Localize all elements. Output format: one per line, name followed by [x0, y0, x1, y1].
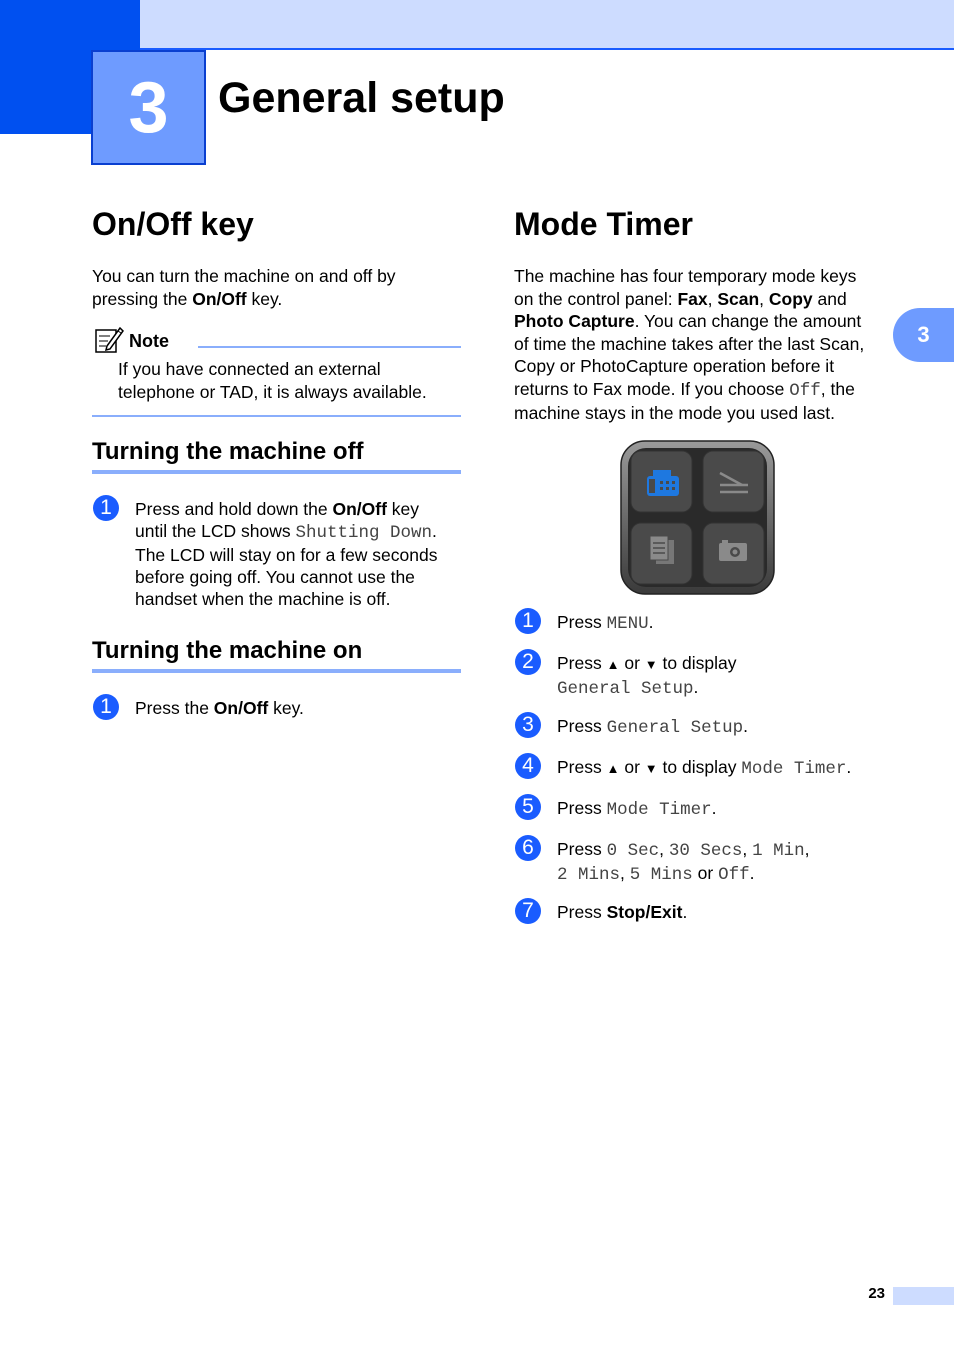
note-rule: [198, 346, 461, 348]
step-text: Press and hold down the On/Off key until the LCD shows Shutting Down. The LCD will stay on for a few seconds before going off. You cannot use the handset when the machine is off.: [135, 499, 438, 609]
scan-key: [703, 451, 764, 512]
mode-step-4: [515, 753, 852, 779]
mode-step-2: [515, 649, 737, 699]
mode-key-panel: [620, 440, 775, 595]
footer-band: [893, 1287, 954, 1305]
page-number: 23: [868, 1285, 885, 1302]
turning-off-heading: Turning the machine off: [92, 438, 461, 474]
chapter-number: 3: [91, 50, 206, 165]
mode-step-6: [515, 835, 810, 885]
onoff-heading: On/Off key: [92, 206, 254, 242]
onoff-intro: You can turn the machine on and off by pressing the On/Off key.: [92, 266, 396, 309]
mode-step-3: [515, 712, 749, 738]
step-text: Press Mode Timer.: [557, 798, 717, 820]
step-text: Press 0 Sec, 30 Secs, 1 Min, 2 Mins, 5 Mins or Off.: [557, 839, 810, 885]
chapter-side-tab: 3: [893, 308, 954, 362]
photo-capture-key: [703, 523, 764, 584]
step-text: Press ▲ or ▼ to display Mode Timer.: [557, 757, 852, 779]
turn-off-step-1: [93, 495, 438, 609]
note-box: [92, 322, 461, 417]
step-number-badge: 7: [515, 898, 541, 924]
note-text: If you have connected an external telephone or TAD, it is always available.: [118, 359, 427, 402]
step-number-badge: 2: [515, 649, 541, 675]
photo-capture-icon: [719, 540, 747, 561]
turn-on-step-1: [93, 694, 304, 720]
step-number-badge: 6: [515, 835, 541, 861]
copy-key: [631, 523, 692, 584]
step-number-badge: 1: [515, 608, 541, 634]
step-text: Press the On/Off key.: [135, 698, 304, 718]
chapter-title: General setup: [218, 74, 505, 122]
step-text: Press ▲ or ▼ to display General Setup.: [557, 653, 737, 699]
step-text: Press MENU.: [557, 612, 654, 634]
step-number-badge: 3: [515, 712, 541, 738]
header-band: [140, 0, 954, 50]
mode-timer-heading: Mode Timer: [514, 206, 693, 242]
mode-step-5: [515, 794, 717, 820]
step-number-badge: 4: [515, 753, 541, 779]
step-number-badge: 1: [93, 694, 119, 720]
step-text: Press Stop/Exit.: [557, 902, 688, 922]
copy-icon: [650, 536, 674, 564]
note-pencil-icon: [94, 324, 124, 354]
down-arrow-icon: ▼: [644, 657, 658, 672]
up-arrow-icon: ▲: [606, 761, 620, 776]
step-text: Press General Setup.: [557, 716, 749, 738]
mode-timer-description: The machine has four temporary mode keys on the control panel: Fax, Scan, Copy and Photo Capture. You can change the amount of time the machine takes after the last Scan, Copy or PhotoCapture operation before it returns to Fax mode. If you choose Off, the machine stays in the mode you used last.: [514, 266, 865, 423]
mode-step-7: [515, 898, 688, 924]
down-arrow-icon: ▼: [644, 761, 658, 776]
fax-key: [631, 451, 692, 512]
note-label: Note: [129, 331, 169, 351]
step-number-badge: 5: [515, 794, 541, 820]
mode-step-1: [515, 608, 654, 634]
up-arrow-icon: ▲: [606, 657, 620, 672]
turning-on-heading: Turning the machine on: [92, 637, 461, 673]
step-number-badge: 1: [93, 495, 119, 521]
